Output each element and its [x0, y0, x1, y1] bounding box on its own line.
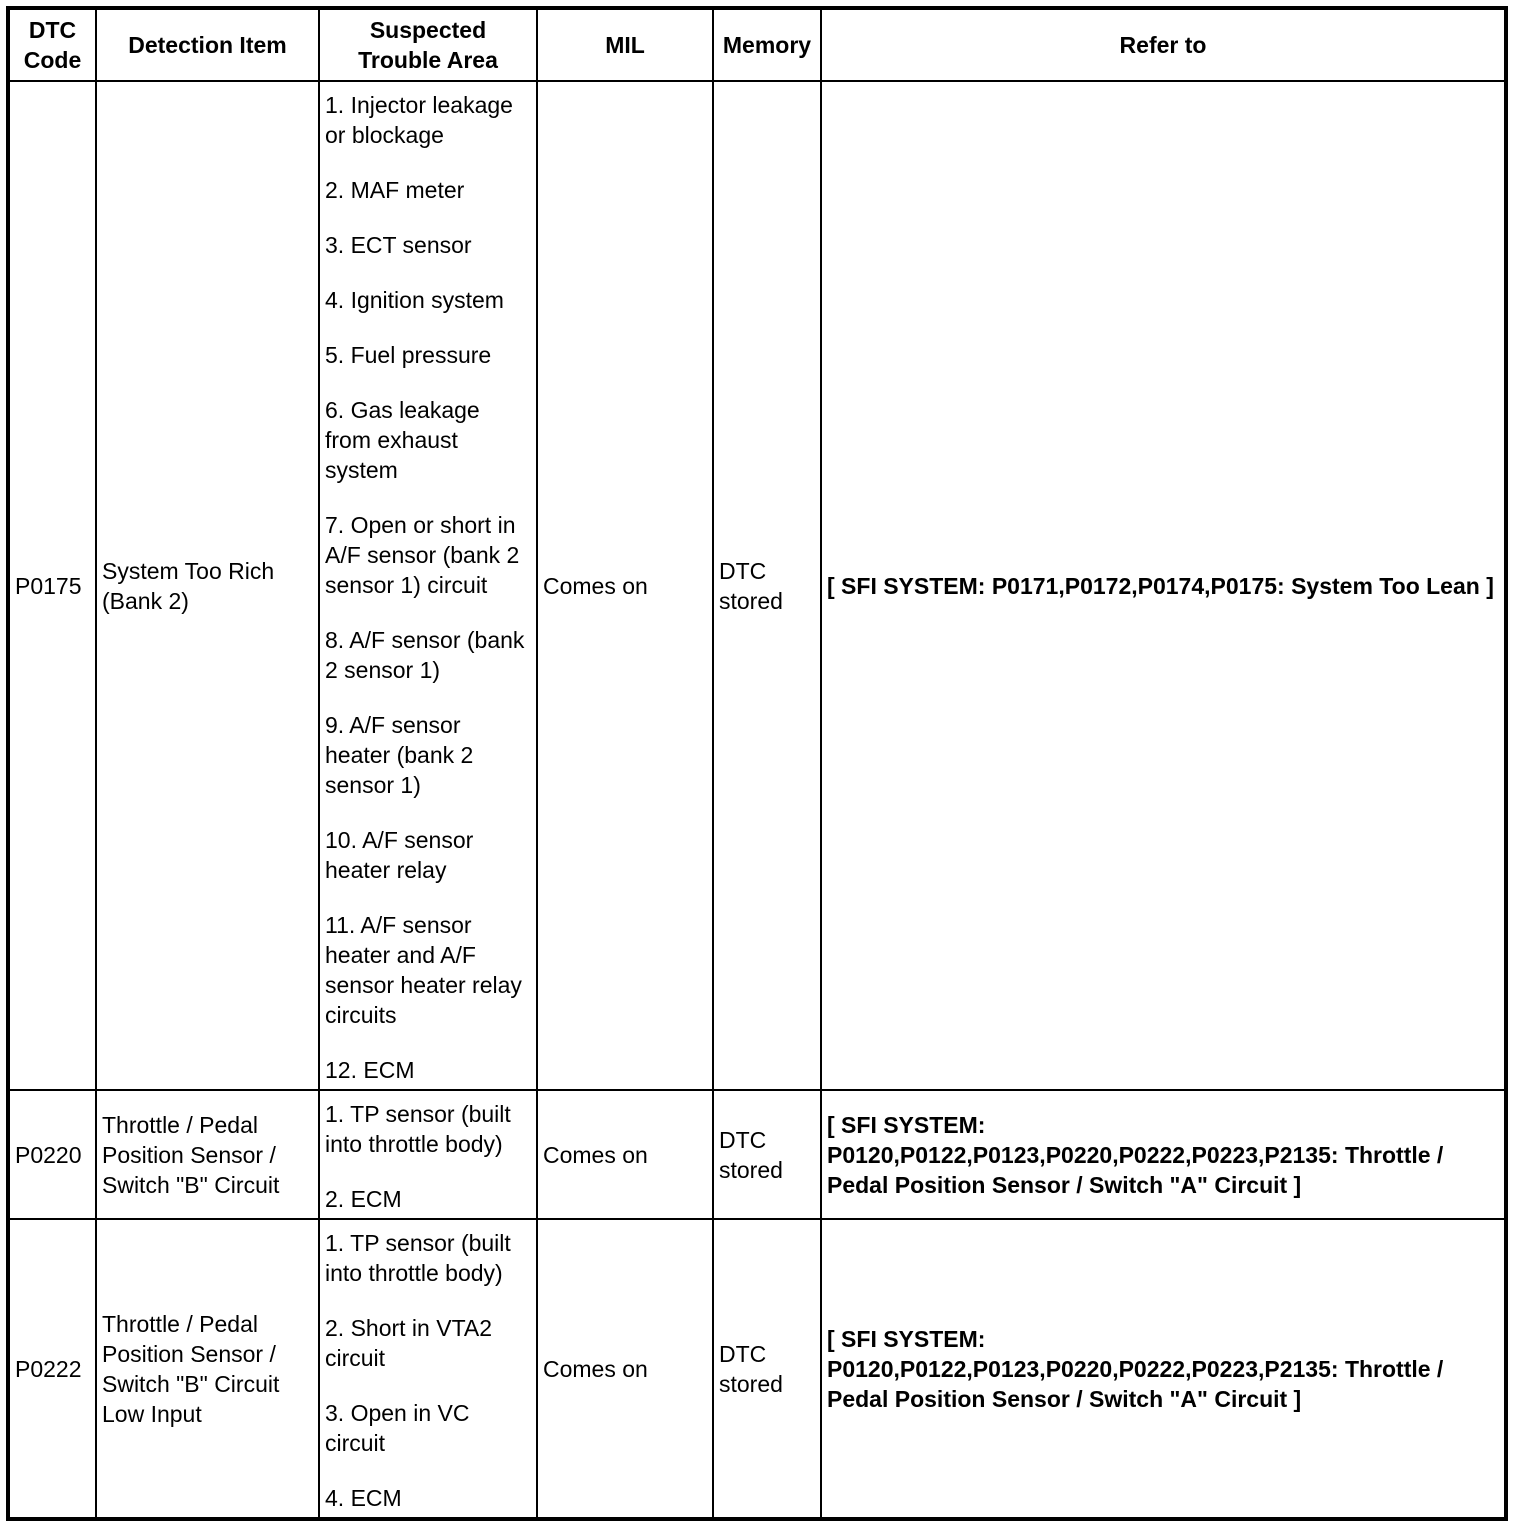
mil-cell: Comes on: [537, 81, 713, 1090]
trouble-area-item: 5. Fuel pressure: [325, 342, 492, 368]
trouble-area-item: 2. MAF meter: [325, 177, 465, 203]
header-refer-to: Refer to: [821, 8, 1506, 81]
trouble-area-item: 3. ECT sensor: [325, 232, 472, 258]
header-mil: MIL: [537, 8, 713, 81]
header-suspected-trouble-area: Suspected Trouble Area: [319, 8, 537, 81]
trouble-area-item: 10. A/F sensor heater relay: [325, 827, 474, 883]
mil-cell: Comes on: [537, 1090, 713, 1219]
trouble-area-item: 1. TP sensor (built into throttle body): [325, 1101, 511, 1157]
mil-cell: Comes on: [537, 1219, 713, 1519]
trouble-area-item: 4. Ignition system: [325, 287, 504, 313]
header-row: [8, 8, 1506, 81]
trouble-area-item: 2. Short in VTA2 circuit: [325, 1315, 493, 1371]
refer-to-cell: [ SFI SYSTEM: P0120,P0122,P0123,P0220,P0222,P0223,P2135: Throttle / Pedal Position Sensor / Switch "A" Circuit ]: [821, 1219, 1506, 1519]
dtc-code-cell: P0222: [8, 1219, 96, 1519]
trouble-area-item: 1. Injector leakage or blockage: [325, 92, 513, 148]
table-row: [8, 1219, 1506, 1519]
memory-cell: DTC stored: [713, 1219, 821, 1519]
dtc-code-cell: P0175: [8, 81, 96, 1090]
table-body: [8, 81, 1506, 1519]
trouble-area-item: 2. ECM: [325, 1186, 402, 1212]
trouble-area-item: 8. A/F sensor (bank 2 sensor 1): [325, 627, 525, 683]
table-row: [8, 81, 1506, 1090]
header-memory: Memory: [713, 8, 821, 81]
dtc-table: [6, 6, 1508, 1521]
memory-cell: DTC stored: [713, 81, 821, 1090]
trouble-area-item: 1. TP sensor (built into throttle body): [325, 1230, 511, 1286]
suspected-trouble-area-cell: [319, 1090, 537, 1219]
detection-item-cell: Throttle / Pedal Position Sensor / Switch "B" Circuit: [96, 1090, 319, 1219]
table-row: [8, 1090, 1506, 1219]
refer-to-cell: [ SFI SYSTEM: P0171,P0172,P0174,P0175: System Too Lean ]: [821, 81, 1506, 1090]
trouble-area-item: 12. ECM: [325, 1057, 415, 1083]
header-dtc-code: DTC Code: [8, 8, 96, 81]
trouble-area-item: 4. ECM: [325, 1485, 402, 1511]
trouble-area-item: 9. A/F sensor heater (bank 2 sensor 1): [325, 712, 474, 798]
detection-item-cell: System Too Rich (Bank 2): [96, 81, 319, 1090]
refer-to-cell: [ SFI SYSTEM: P0120,P0122,P0123,P0220,P0222,P0223,P2135: Throttle / Pedal Position Sensor / Switch "A" Circuit ]: [821, 1090, 1506, 1219]
trouble-area-item: 6. Gas leakage from exhaust system: [325, 397, 480, 483]
trouble-area-item: 11. A/F sensor heater and A/F sensor heater relay circuits: [325, 912, 522, 1028]
trouble-area-item: 7. Open or short in A/F sensor (bank 2 sensor 1) circuit: [325, 512, 520, 598]
header-detection-item: Detection Item: [96, 8, 319, 81]
dtc-code-cell: P0220: [8, 1090, 96, 1219]
trouble-area-item: 3. Open in VC circuit: [325, 1400, 470, 1456]
suspected-trouble-area-cell: [319, 81, 537, 1090]
detection-item-cell: Throttle / Pedal Position Sensor / Switch "B" Circuit Low Input: [96, 1219, 319, 1519]
memory-cell: DTC stored: [713, 1090, 821, 1219]
suspected-trouble-area-cell: [319, 1219, 537, 1519]
